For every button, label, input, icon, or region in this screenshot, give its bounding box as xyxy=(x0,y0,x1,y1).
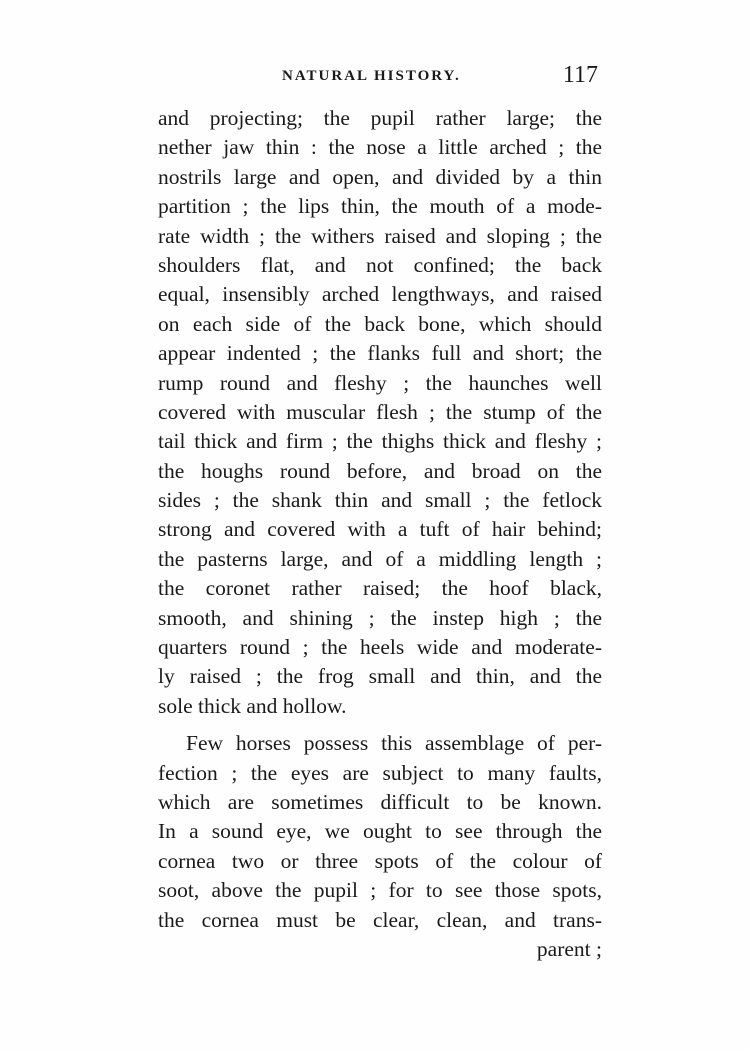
text-line: the houghs round before, and broad on the xyxy=(158,458,602,483)
text-line: rate width ; the withers raised and sloping ; the xyxy=(158,223,602,248)
catchword: parent ; xyxy=(536,936,602,961)
text-line: equal, insensibly arched lengthways, and raised xyxy=(158,282,602,307)
text-line: strong and covered with a tuft of hair behind; xyxy=(158,517,602,542)
text-line: which are sometimes difficult to be known. xyxy=(158,789,602,814)
text-line: nether jaw thin : the nose a little arched ; the xyxy=(158,135,602,160)
text-line: and projecting; the pupil rather large; the xyxy=(158,106,602,130)
text-line: appear indented ; the flanks full and short; the xyxy=(158,341,602,366)
text-line: shoulders flat, and not confined; the back xyxy=(158,252,602,277)
text-line: on each side of the back bone, which should xyxy=(158,311,602,336)
text-line: the cornea must be clear, clean, and trans- xyxy=(158,907,602,932)
running-head xyxy=(158,62,602,92)
text-line: rump round and fleshy ; the haunches well xyxy=(158,370,602,395)
text-line: nostrils large and open, and divided by a thin xyxy=(158,164,602,189)
paragraph-1 xyxy=(158,104,602,721)
text-line: smooth, and shining ; the instep high ; the xyxy=(158,605,602,630)
page-number: 117 xyxy=(562,62,598,88)
running-title: NATURAL HISTORY. xyxy=(282,68,461,84)
text-line: tail thick and firm ; the thighs thick and fleshy ; xyxy=(158,429,602,454)
text-line: the coronet rather raised; the hoof black, xyxy=(158,576,602,601)
text-line: cornea two or three spots of the colour of xyxy=(158,848,602,873)
text-line: partition ; the lips thin, the mouth of a mode- xyxy=(158,194,602,219)
text-line: covered with muscular flesh ; the stump of the xyxy=(158,399,602,424)
text-line: the pasterns large, and of a middling length ; xyxy=(158,546,602,571)
text-line: In a sound eye, we ought to see through the xyxy=(158,819,602,844)
paragraph-2 xyxy=(158,729,602,935)
text-line: Few horses possess this assemblage of per- xyxy=(186,731,602,756)
text-line: ly raised ; the frog small and thin, and the xyxy=(158,664,602,689)
text-line: soot, above the pupil ; for to see those spots, xyxy=(158,878,602,903)
text-line: sides ; the shank thin and small ; the fetlock xyxy=(158,488,602,513)
text-line: sole thick and hollow. xyxy=(158,693,347,718)
body-text xyxy=(158,104,602,964)
text-line: quarters round ; the heels wide and moderate- xyxy=(158,635,602,660)
text-line: fection ; the eyes are subject to many faults, xyxy=(158,760,602,785)
